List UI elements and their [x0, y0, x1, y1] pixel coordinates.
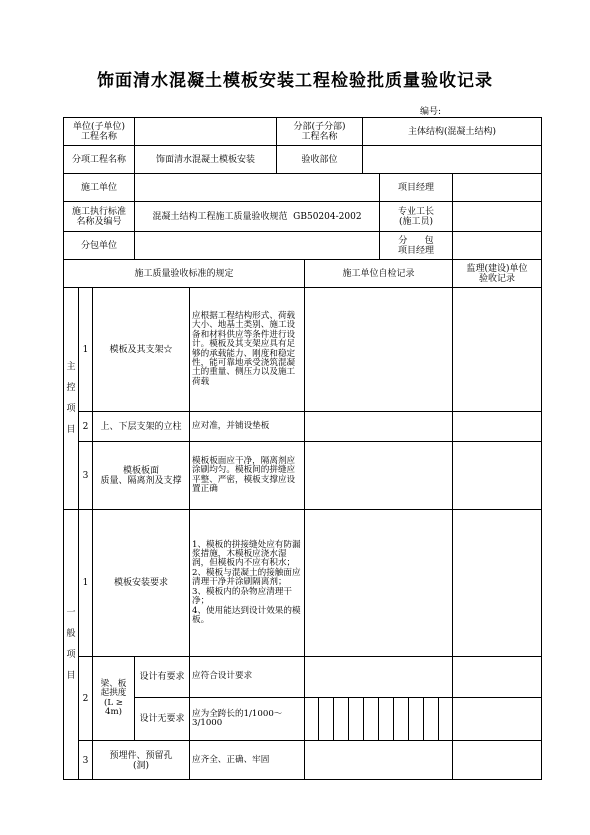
- main-item-3-standard: 模板板面应干净，隔离剂应涂刷均匀。模板间的拼缝应平整、严密，模板支撑应设置正确: [192, 455, 296, 494]
- subcontractor-label: 分包单位: [80, 240, 117, 251]
- general-item-1-self-check[interactable]: [305, 510, 452, 656]
- project-manager-value[interactable]: [453, 174, 541, 201]
- camber-no-design-standard: 应为全跨长的1/1000～3/1000: [192, 708, 283, 728]
- project-manager-label: 项目经理: [397, 182, 434, 193]
- main-item-2-self-check[interactable]: [305, 412, 452, 441]
- main-item-3-self-check[interactable]: [305, 442, 452, 509]
- constructor-value[interactable]: [135, 174, 379, 201]
- main-item-2-standard: 应对准，并铺设垫板: [192, 420, 270, 431]
- subcontractor-value[interactable]: [135, 232, 379, 259]
- main-item-1-self-check[interactable]: [305, 288, 452, 411]
- unit-name-value[interactable]: [135, 118, 276, 145]
- division-name-value[interactable]: 主体结构(混凝土结构): [407, 126, 497, 137]
- main-item-2-name: 上、下层支架的立柱: [100, 421, 182, 432]
- camber-design-required-self-check[interactable]: [305, 657, 452, 697]
- division-name-label: 分部(子分部) 工程名称: [293, 121, 346, 142]
- general-item-1-no: 1: [82, 578, 89, 588]
- main-items-group-label: 主 控 项 目: [66, 361, 76, 435]
- column-header-spec: 施工质量验收标准的规定: [134, 268, 234, 279]
- main-item-3-name: 模板板面 质量、隔离剂及支撑: [100, 465, 182, 486]
- standard-value[interactable]: 混凝土结构工程施工质量验收规范 GB50204-2002: [152, 211, 362, 222]
- general-item-1-supervision[interactable]: [453, 510, 541, 656]
- subitem-name-label: 分项工程名称: [71, 154, 126, 165]
- camber-no-design-supervision[interactable]: [453, 698, 541, 740]
- general-item-3-standard: 应齐全、正确、牢固: [192, 754, 270, 765]
- standard-label: 施工执行标准 名称及编号: [71, 206, 126, 227]
- column-header-supervision: 监理(建设)单位 验收记录: [466, 263, 528, 284]
- main-item-1-standard: 应根据工程结构形式、荷载大小、地基土类别、施工设备和材料供应等条件进行设计。模板及其支架应具有足够的承载能力、刚度和稳定性，能可靠地承受浇筑混凝土的重量、侧压力以及施工荷载: [192, 310, 296, 387]
- general-item-3-supervision[interactable]: [453, 741, 541, 780]
- main-item-1-no: 1: [82, 344, 89, 355]
- camber-no-design-label: 设计无要求: [139, 714, 185, 724]
- foreman-label: 专业工长 (施工员): [397, 206, 434, 227]
- camber-design-required-supervision[interactable]: [453, 657, 541, 697]
- main-item-1-supervision[interactable]: [453, 288, 541, 411]
- general-item-3-self-check[interactable]: [305, 741, 452, 780]
- main-item-3-no: 3: [82, 470, 89, 481]
- general-item-2-name: 梁、板 起拱度 (L ≥ 4m): [100, 678, 127, 717]
- constructor-label: 施工单位: [80, 182, 117, 193]
- general-item-1-standard: 1、模板的拼接缝处应有防漏浆措施，木模板应浇水湿润，但模板内不应有积水； 2、模板与混凝土的接触面应清理干净并涂刷隔离剂； 3、模板内的杂物应清理干净； 4、使用能达到设计效果的模板。: [192, 539, 301, 625]
- camber-design-required-standard: 应符合设计要求: [192, 671, 253, 682]
- main-item-2-supervision[interactable]: [453, 412, 541, 441]
- general-item-2-no: 2: [82, 693, 89, 704]
- sub-project-manager-value[interactable]: [453, 232, 541, 259]
- sub-project-manager-label: 分 包 项目经理: [397, 235, 434, 256]
- accept-part-value[interactable]: [363, 146, 541, 173]
- accept-part-label: 验收部位: [301, 154, 338, 165]
- page-title: 饰面清水混凝土模板安装工程检验批质量验收记录: [97, 71, 493, 91]
- subitem-name-value[interactable]: 饰面清水混凝土模板安装: [155, 154, 255, 165]
- foreman-value[interactable]: [453, 202, 541, 231]
- general-item-3-no: 3: [82, 755, 89, 766]
- general-item-3-name: 预埋件、预留孔 (洞): [109, 750, 173, 771]
- column-header-self-check: 施工单位自检记录: [342, 268, 415, 279]
- general-item-1-name: 模板安装要求: [113, 578, 168, 588]
- main-item-3-supervision[interactable]: [453, 442, 541, 509]
- main-item-2-no: 2: [82, 421, 89, 432]
- unit-name-label: 单位(子单位) 工程名称: [72, 121, 126, 142]
- general-items-group-label: 一 般 项 目: [66, 608, 76, 681]
- camber-design-required-label: 设计有要求: [139, 672, 185, 682]
- serial-number-label: 编号:: [420, 107, 442, 117]
- main-item-1-name: 模板及其支架☆: [109, 344, 173, 355]
